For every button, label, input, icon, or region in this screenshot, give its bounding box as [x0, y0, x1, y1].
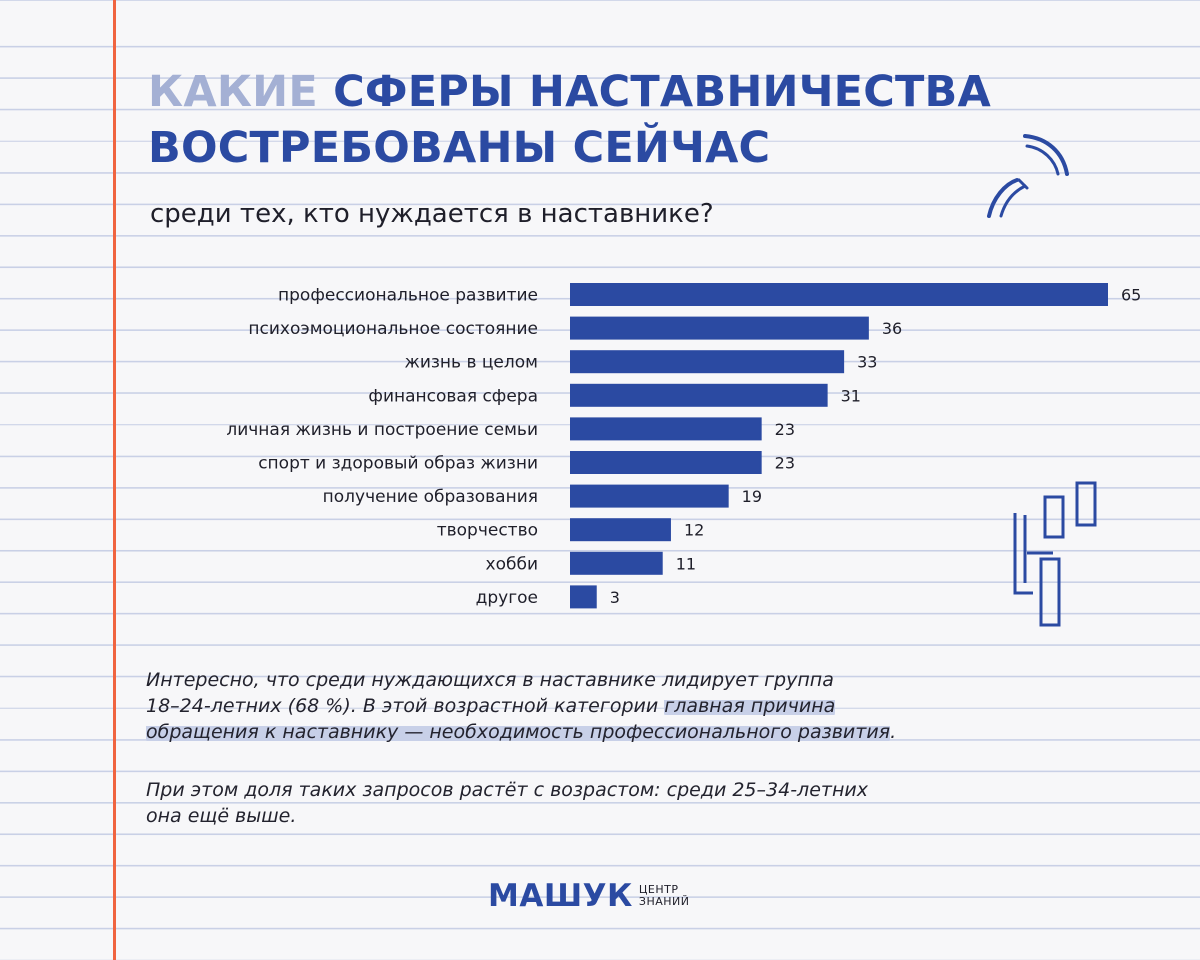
bar-label: получение образования	[322, 487, 538, 508]
note-highlight-1: главная причина	[664, 695, 836, 717]
bar-value-label: 36	[881, 319, 903, 339]
bar-value-label: 19	[741, 487, 763, 507]
note-line-2: 18–24-летних (68 %). В этой возрастной категории	[146, 695, 659, 717]
bar-label: личная жизнь и построение семьи	[226, 419, 538, 440]
bar-value-label: 23	[774, 419, 796, 439]
brand-sub-1: ЦЕНТР	[638, 883, 679, 896]
bar-label: психоэмоциональное состояние	[248, 319, 538, 340]
title-part-muted: КАКИЕ	[148, 67, 318, 117]
page-subtitle: среди тех, кто нуждается в наставнике?	[150, 199, 714, 229]
title-part-main: СФЕРЫ НАСТАВНИЧЕСТВА	[333, 67, 991, 117]
bar	[571, 553, 662, 574]
bar-label: жизнь в целом	[404, 352, 538, 373]
bar-value-label: 33	[857, 352, 878, 372]
bar	[571, 486, 728, 507]
brand-logo	[488, 878, 689, 914]
bar-label: хобби	[485, 554, 538, 575]
bar-label: финансовая сфера	[368, 386, 538, 407]
bar	[571, 385, 827, 406]
bar	[571, 519, 670, 540]
brand-sub-2: ЗНАНИЙ	[638, 895, 690, 908]
bar	[571, 452, 761, 473]
bar-label: другое	[475, 587, 538, 608]
bar-value-label: 3	[609, 587, 620, 607]
title-line-2: ВОСТРЕБОВАНЫ СЕЙЧАС	[148, 123, 771, 173]
scribble-arc-icon	[975, 128, 1085, 228]
brand-name: МАШУК	[488, 878, 633, 914]
age-note	[146, 777, 868, 829]
bar-label: творчество	[436, 520, 538, 541]
bar-value-label: 11	[675, 554, 697, 574]
note-highlight-2: обращения к наставнику — необходимость профессионального развития	[146, 721, 891, 743]
note-line-1: Интересно, что среди нуждающихся в наставнике лидирует группа	[146, 669, 834, 691]
bar-value-label: 23	[774, 453, 796, 473]
insight-note	[146, 667, 896, 745]
note-tail: .	[890, 721, 897, 743]
bar-label: спорт и здоровый образ жизни	[258, 453, 538, 474]
age-note-line-1: При этом доля таких запросов растёт с возрастом: среди 25–34-летних	[146, 779, 868, 801]
scribble-blocks-icon	[1005, 475, 1110, 635]
bar-label: профессиональное развитие	[278, 285, 538, 306]
bar-value-label: 31	[840, 386, 861, 406]
bar	[571, 351, 843, 372]
bar	[571, 418, 761, 439]
page-title	[148, 64, 991, 176]
age-note-line-2: она ещё выше.	[146, 805, 297, 827]
brand-subtitle	[639, 884, 690, 908]
bar	[571, 586, 596, 607]
bar-value-label: 12	[683, 520, 705, 540]
bar	[571, 318, 868, 339]
bar	[571, 284, 1107, 305]
bar-value-label: 65	[1121, 285, 1142, 305]
